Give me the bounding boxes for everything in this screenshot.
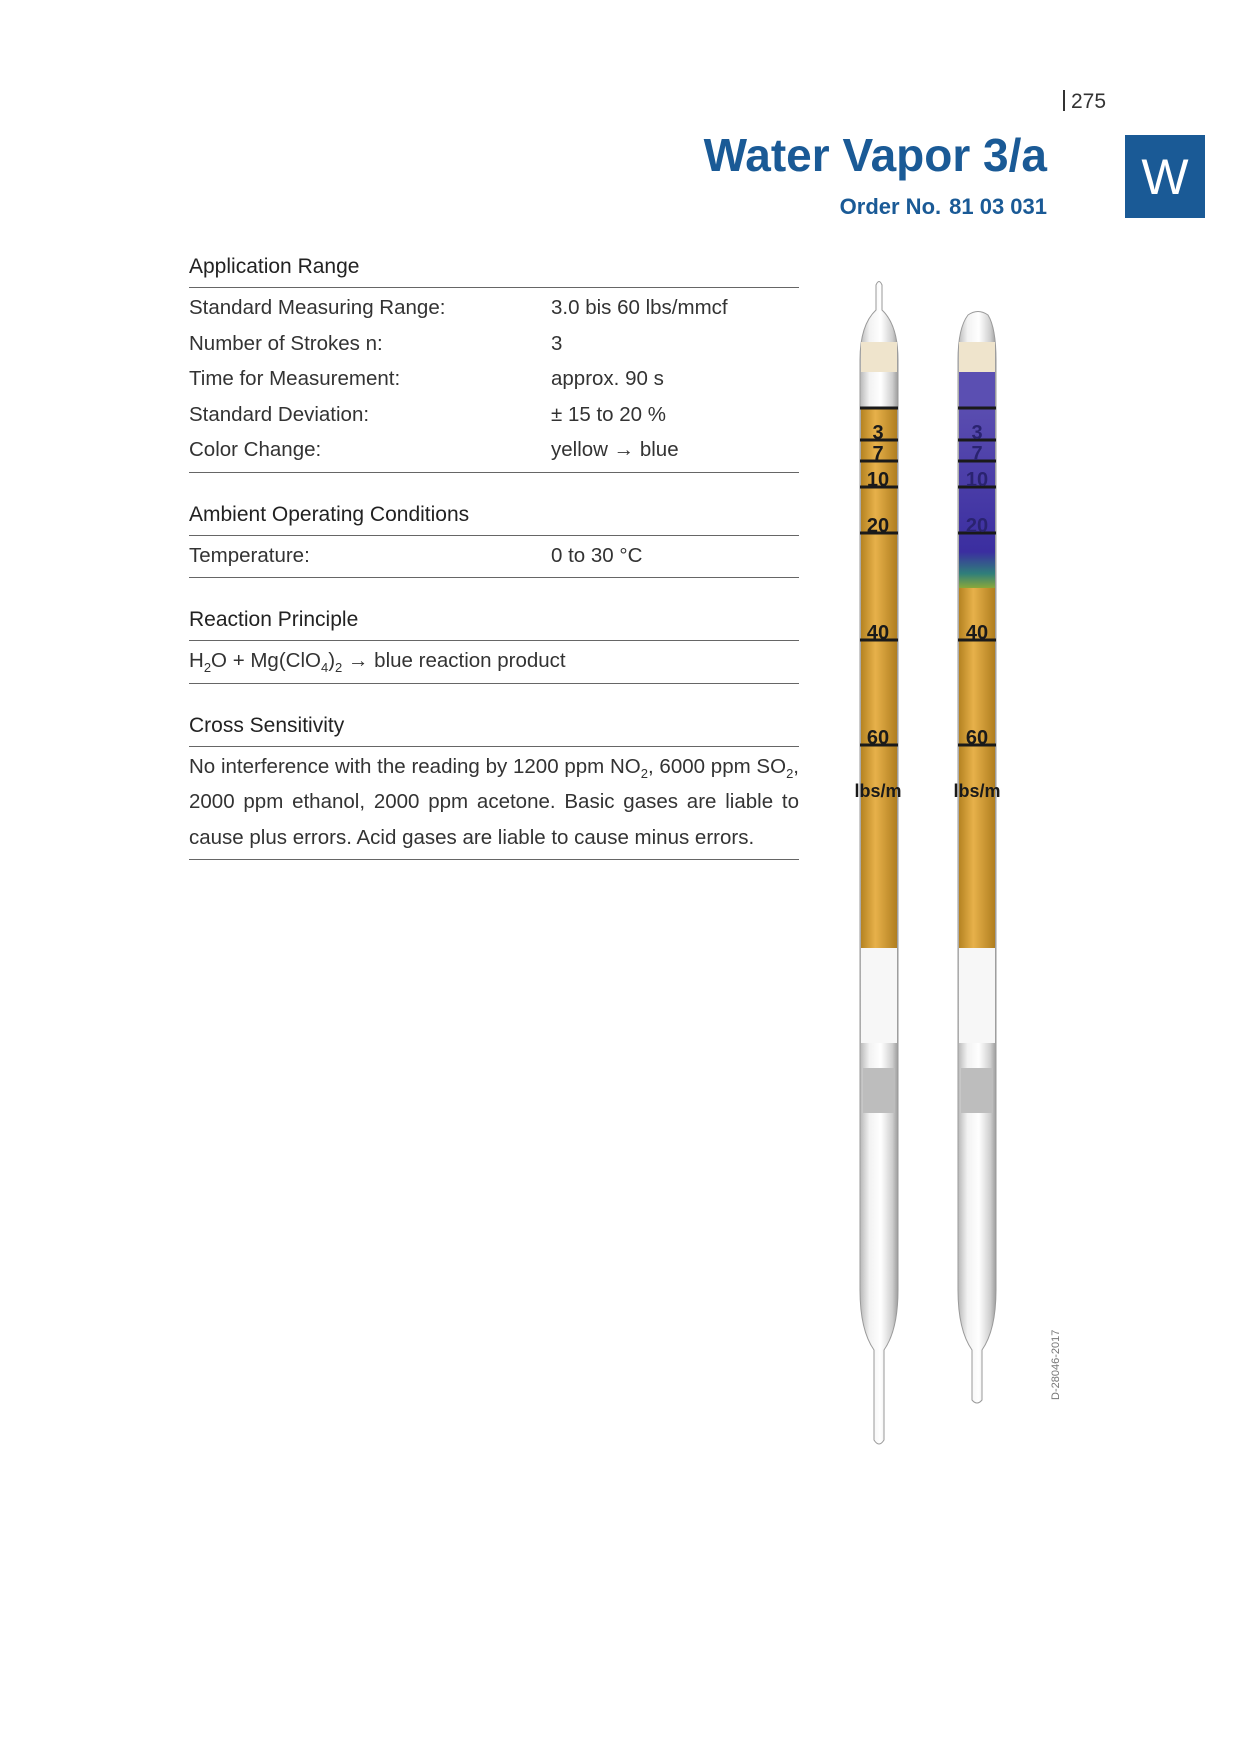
row-value: 3 [551,331,563,355]
order-number [840,194,1047,220]
scale-label: 10 [965,469,989,491]
scale-label: 60 [866,727,890,749]
scale-unit: lbs/m [854,781,902,801]
cross-sub: 2 [640,765,648,781]
order-value: 81 03 031 [949,194,1047,219]
formula-close: ) [328,649,336,672]
reaction-formula [189,641,799,684]
scale-label: 10 [866,469,890,491]
cross-text-2: , 6000 ppm SO [647,754,787,778]
detector-tubes-image [840,270,1080,1470]
application-range-section [189,253,799,473]
scale-label: 3 [872,422,884,444]
formula-line [189,643,799,679]
row-value: 0 to 30 °C [551,543,643,567]
row-label: Standard Measuring Range: [189,296,446,319]
formula-sub: 2 [203,660,212,676]
tube-used [953,312,1000,1404]
ambient-conditions-section [189,501,799,579]
scale-label: 20 [965,515,989,537]
row-value: yellow → blue [551,438,679,461]
table-row [189,290,799,326]
formula-result: → blue reaction product [347,649,566,672]
table-row [189,432,799,468]
order-label: Order No. [839,194,942,219]
row-value: 3.0 bis 60 lbs/mmcf [551,296,728,319]
row-label: Standard Deviation: [189,402,370,426]
scale-label: 60 [965,727,989,749]
tube-unused [854,282,901,1445]
letter-tab: W [1125,135,1205,218]
page-number [1063,90,1106,114]
section-heading: Application Range [189,253,799,288]
row-label: Temperature: [189,543,310,567]
page-title: Water Vapor 3/a [703,129,1047,181]
scale-label: 40 [866,622,890,644]
cross-sensitivity-body [189,747,799,861]
table-row [189,397,799,433]
page-number-text: 275 [1071,90,1107,113]
scale-label: 20 [866,515,890,537]
table-row [189,361,799,397]
row-label: Color Change: [189,438,322,461]
row-label: Number of Strokes n: [189,331,383,355]
table-row [189,538,799,574]
reaction-principle-section [189,606,799,684]
scale-label: 40 [965,622,989,644]
cross-text-1: No interference with the reading by 1200 ppm NO [189,754,641,778]
formula-mid: O + Mg(ClO [211,649,321,672]
formula-text [189,643,566,679]
row-value: approx. 90 s [551,367,664,390]
ambient-conditions-table [189,536,799,579]
cross-sub: 2 [786,765,794,781]
row-label: Time for Measurement: [189,367,401,390]
image-credit: D-28046-2017 [1050,1329,1062,1400]
scale-label: 7 [872,443,884,465]
spec-content [189,253,799,888]
row-value: ± 15 to 20 % [551,402,666,426]
section-heading: Reaction Principle [189,606,799,641]
cross-sensitivity-text [189,749,799,856]
section-heading: Cross Sensitivity [189,712,799,747]
scale-unit: lbs/m [953,781,1001,801]
scale-label: 3 [971,422,983,444]
cross-text-3: , 2000 ppm ethanol, 2000 ppm acetone. Basic gases are liable to cause plus errors. Acid gases are liable to cause minus errors. [189,754,799,849]
formula-sub: 4 [320,660,329,676]
cross-sensitivity-section [189,712,799,861]
scale-label: 7 [971,443,983,465]
section-heading: Ambient Operating Conditions [189,501,799,536]
formula-sub: 2 [335,660,343,676]
formula-h: H [189,649,204,672]
table-row [189,326,799,362]
application-range-table [189,288,799,473]
